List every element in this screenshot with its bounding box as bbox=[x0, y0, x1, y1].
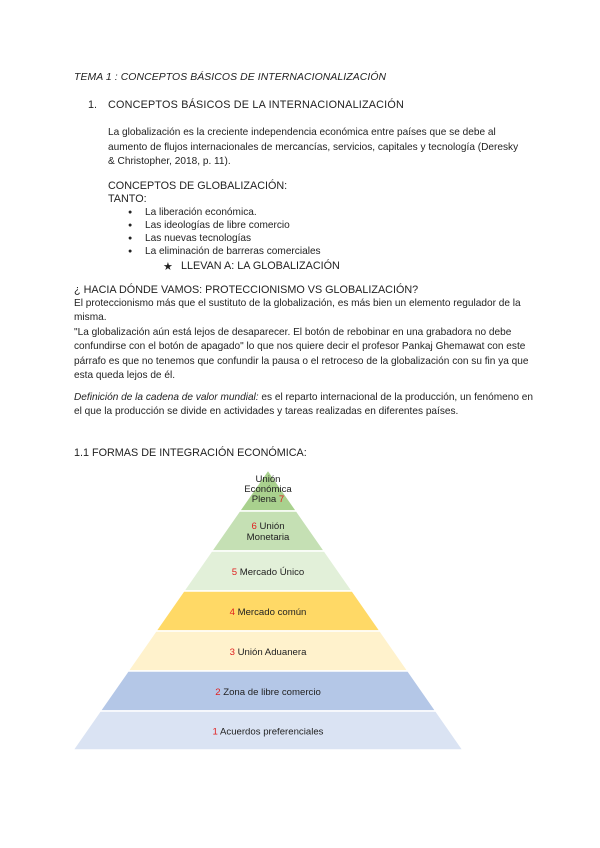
concepts-result: LLEVAN A: LA GLOBALIZACIÓN bbox=[181, 260, 340, 272]
bullet-icon: ● bbox=[128, 209, 133, 216]
pyramid-label-5: 5 Mercado Único bbox=[231, 567, 305, 578]
bullet-icon: ● bbox=[128, 248, 133, 255]
subsection-title: 1.1 FORMAS DE INTEGRACIÓN ECONÓMICA: bbox=[74, 447, 307, 459]
star-icon: ★ bbox=[163, 261, 173, 273]
pyramid-label-3: 3 Unión Aduanera bbox=[229, 647, 307, 658]
bullet-icon: ● bbox=[128, 222, 133, 229]
pyramid-label-7: Económica bbox=[244, 484, 292, 495]
concept-item: Las ideologías de libre comercio bbox=[145, 220, 290, 231]
ghemawat-paragraph: "La globalización aún está lejos de desaparecer. El botón de rebobinar en una grabadora no debe confundirse con el botón de apagado" lo que nos quiere decir el profesor Pankaj Ghemawat con este párrafo es que no tenemos que confundir la pausa o el retroceso de la globalización con su fin ya que esta queda lejos de él. bbox=[74, 327, 529, 382]
pyramid-label-4: 4 Mercado común bbox=[229, 607, 307, 618]
concept-item: La eliminación de barreras comerciales bbox=[145, 246, 321, 257]
pyramid-label-7: Unión bbox=[255, 474, 281, 485]
cadena-valor-definition: es el reparto internacional de la producción, un fenómeno en el que la producción se divide en actividades y tareas realizadas en diferentes países. bbox=[74, 392, 534, 418]
document-title: TEMA 1 : CONCEPTOS BÁSICOS DE INTERNACIONALIZACIÓN bbox=[74, 72, 387, 83]
pyramid-label-7: Plena 7 bbox=[251, 494, 285, 505]
section-title: CONCEPTOS BÁSICOS DE LA INTERNACIONALIZACIÓN bbox=[108, 99, 404, 111]
bullet-icon: ● bbox=[128, 235, 133, 242]
cadena-valor-term: Definición de la cadena de valor mundial: bbox=[74, 392, 259, 403]
hacia-heading: ¿ HACIA DÓNDE VAMOS: PROTECCIONISMO VS GLOBALIZACIÓN? bbox=[74, 284, 419, 296]
section-number: 1. bbox=[88, 99, 98, 111]
globalization-paragraph: La globalización es la creciente independencia económica entre países que se debe al aumento de flujos internacionales de mercancías, servicios, capitales y tecnología (Deresky & Christopher, 2018, p. 11). bbox=[108, 127, 519, 168]
pyramid-label-1: 1 Acuerdos preferenciales bbox=[212, 726, 324, 738]
concept-item: La liberación económica. bbox=[145, 207, 257, 218]
pyramid-label-6: Monetaria bbox=[246, 532, 290, 543]
pyramid-label-6: 6 Unión bbox=[251, 521, 285, 532]
concept-item: Las nuevas tecnologías bbox=[145, 233, 252, 244]
proteccionismo-paragraph: El proteccionismo más que el sustituto de la globalización, es más bien un elemento regulador de la misma. bbox=[74, 298, 521, 324]
tanto-label: TANTO: bbox=[108, 193, 147, 205]
concepts-heading: CONCEPTOS DE GLOBALIZACIÓN: bbox=[108, 180, 288, 192]
pyramid-label-2: 2 Zona de libre comercio bbox=[215, 687, 321, 698]
